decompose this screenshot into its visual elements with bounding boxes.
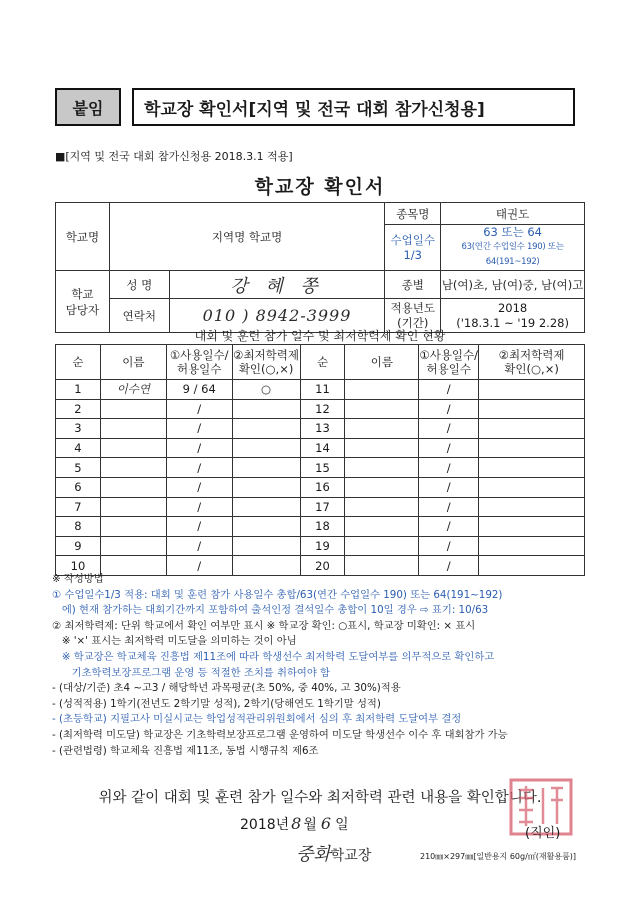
row-days: / [419,438,479,458]
row-name [345,536,419,556]
col-no-header: 순 [300,345,345,380]
table-row [56,477,585,497]
row-days: / [419,556,479,576]
table-row [56,380,585,400]
row-check [479,517,585,537]
category-label: 종별 [385,271,441,299]
col-name-header: 이름 [100,345,166,380]
row-name [345,419,419,439]
row-check [479,497,585,517]
row-check [232,419,300,439]
instruction-line: ※ 작성방법 [52,573,104,585]
row-days: / [166,517,232,537]
row-days: / [166,438,232,458]
row-no: 11 [300,380,345,400]
row-name [345,517,419,537]
row-no: 8 [56,517,101,537]
row-days: / [419,497,479,517]
row-no: 16 [300,477,345,497]
date-day-unit: 일 [335,817,349,833]
date-day: 6 [320,814,332,833]
header-title: 학교장 확인서[지역 및 전국 대회 참가신청용] [132,88,575,126]
name-value: 강 혜 쫑 [169,271,385,299]
row-days: / [419,380,479,400]
instruction-line: - (최저학력 미도달) 학교장은 기초학력보장프로그램 운영하여 미도달 학생선수 이수 후 대회참가 가능 [52,728,508,741]
row-check: ○ [232,380,300,400]
table-row [56,419,585,439]
row-days: / [419,419,479,439]
row-no: 4 [56,438,101,458]
info-table [55,202,585,333]
row-no: 18 [300,517,345,537]
row-name [345,458,419,478]
row-days: / [419,517,479,537]
attachment-tag: 붙임 [55,88,121,126]
row-no: 7 [56,497,101,517]
row-name [345,477,419,497]
manager-label: 학교 담당자 [56,271,110,333]
row-check [232,458,300,478]
col-days-header: ①사용일수/ 허용일수 [166,345,232,380]
row-no: 9 [56,536,101,556]
row-name [345,380,419,400]
row-no: 17 [300,497,345,517]
paper-spec: 210㎜×297㎜[일반용지 60g/㎡(재활용품)] [420,852,577,861]
row-name [345,497,419,517]
row-days: / [166,399,232,419]
instruction-line: - (초등학교) 지필고사 미실시교는 학업성적관리위원회에서 심의 후 최저학력 도달여부 결정 [52,713,462,726]
applicable-note: ■[지역 및 전국 대회 참가신청용 2018.3.1 적용] [55,150,293,163]
principal-line [296,840,371,866]
row-check [479,458,585,478]
date-month: 8 [291,814,302,833]
col-name-header: 이름 [345,345,419,380]
row-no: 6 [56,477,101,497]
instruction-line: - (대상/기준) 초4 ~고3 / 해당학년 과목평균(초 50%, 중 40%, 고 30%)적용 [52,682,401,695]
days-ratio-value: 63 또는 64 63(연간 수업일수 190) 또는 64(191~192) [441,225,585,271]
col-days-header: ①사용일수/ 허용일수 [419,345,479,380]
row-name [100,536,166,556]
instruction-line: ① 수업일수1/3 적용: 대회 및 훈련 참가 사용일수 총합/63(연간 수업일수 190) 또는 64(191~192) [52,588,503,601]
row-no: 13 [300,419,345,439]
row-check [232,517,300,537]
row-check [232,399,300,419]
row-name [100,497,166,517]
instruction-line: 에) 현재 참가하는 대회기간까지 포함하여 출석인정 결석일수 총합이 10일 경우 ⇨ 표기: 10/63 [52,604,489,617]
school-value: 지역명 학교명 [109,203,384,271]
row-check [479,419,585,439]
instructions [52,572,612,759]
year-label: 적용년도 (기간) [385,299,441,333]
school-label: 학교명 [56,203,110,271]
event-label: 종목명 [385,203,441,225]
table-row [56,438,585,458]
instruction-line: - (성적적용) 1학기(전년도 2학기말 성적), 2학기(당해연도 1학기말 성적) [52,697,381,710]
table-row [56,497,585,517]
row-name [100,438,166,458]
seal-label: (직인) [525,826,561,841]
contact-label: 연락처 [109,299,169,333]
row-no: 20 [300,556,345,576]
row-no: 10 [56,556,101,576]
instruction-line: - (관련법령) 학교체육 진흥법 제11조, 동법 시행규칙 제6조 [52,744,319,757]
row-check [232,438,300,458]
row-no: 3 [56,419,101,439]
row-no: 14 [300,438,345,458]
instruction-line: ② 최저학력제: 단위 학교에서 확인 여부만 표시 ※ 학교장 확인: ○표시, 학교장 미확인: × 표시 [52,619,476,632]
name-label: 성 명 [109,271,169,299]
row-name [345,438,419,458]
instruction-line: ※ '×' 표시는 최저학력 미도달을 의미하는 것이 아님 [52,635,297,648]
year-value: 2018 ('18.3.1 ~ '19 2.28) [441,299,585,333]
row-no: 15 [300,458,345,478]
status-table [55,344,585,576]
row-no: 19 [300,536,345,556]
row-days: / [419,399,479,419]
row-name [100,419,166,439]
row-name [100,517,166,537]
date-month-unit: 월 [303,817,317,833]
row-no: 5 [56,458,101,478]
row-days: / [166,536,232,556]
issue-date [240,814,349,834]
row-days: / [419,536,479,556]
table-row [56,458,585,478]
date-year: 2018년 [240,817,290,833]
instruction-line: ※ 학교장은 학교체육 진흥법 제11조에 따라 학생선수 최저학력 도달여부를 의무적으로 확인하고 [52,650,495,663]
col-min-header: ②최저학력제 확인(○,×) [479,345,585,380]
row-name [100,458,166,478]
principal-signature: 중화 [296,844,331,865]
table-row [56,517,585,537]
row-days: / [166,497,232,517]
row-check [479,536,585,556]
row-days: / [166,458,232,478]
row-check [479,438,585,458]
row-check [232,536,300,556]
category-value: 남(여)초, 남(여)중, 남(여)고 [441,271,585,299]
row-no: 12 [300,399,345,419]
row-name: 이수연 [100,380,166,400]
row-check [479,399,585,419]
days-ratio-label: 수업일수 1/3 [385,225,441,271]
row-days: / [419,477,479,497]
table-row [56,399,585,419]
row-days: / [166,556,232,576]
row-name [100,399,166,419]
row-no: 2 [56,399,101,419]
row-check [479,380,585,400]
principal-label: 학교장 [330,848,372,864]
document-title: 학교장 확인서 [254,176,386,198]
instruction-line: 기초학력보장프로그램 운영 등 적절한 조치를 취하여야 함 [52,666,330,679]
table-row [56,536,585,556]
row-days: / [166,477,232,497]
col-no-header: 순 [56,345,101,380]
row-days: / [166,419,232,439]
confirmation-text: 위와 같이 대회 및 훈련 참가 일수와 최저학력 관련 내용을 확인합니다. [98,790,542,806]
row-name [345,399,419,419]
event-value: 태권도 [441,203,585,225]
row-name [100,477,166,497]
contact-value: 010 ) 8942-3999 [169,299,385,333]
row-no: 1 [56,380,101,400]
row-check [479,477,585,497]
row-check [232,497,300,517]
row-days: / [419,458,479,478]
status-section-title: 대회 및 훈련 참가 일수 및 최저학력제 확인 현황 [194,329,446,343]
row-check [232,477,300,497]
row-days: 9 / 64 [166,380,232,400]
col-min-header: ②최저학력제 확인(○,×) [232,345,300,380]
